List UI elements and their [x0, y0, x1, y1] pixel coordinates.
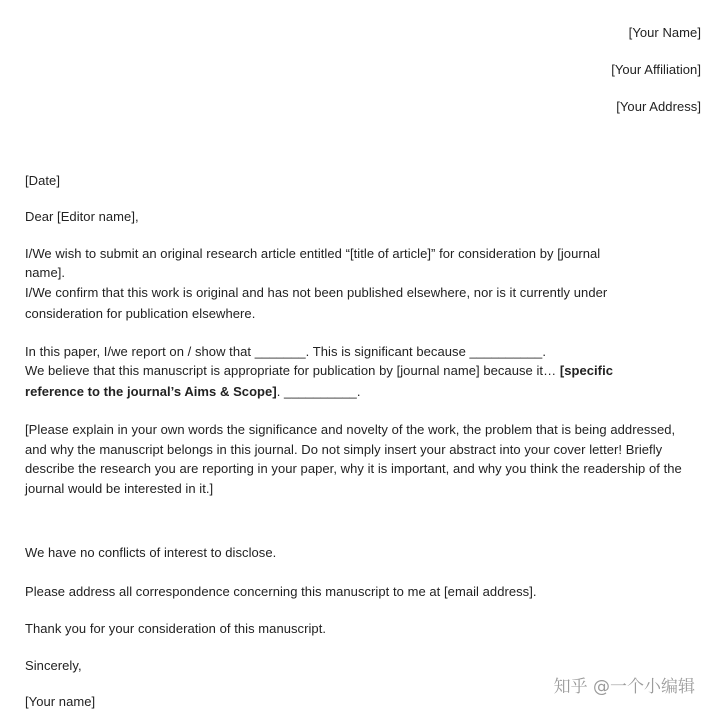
closing: Sincerely, — [25, 658, 82, 673]
sender-affiliation: [Your Affiliation] — [611, 62, 701, 77]
para1-line2: name]. — [25, 265, 66, 280]
signature: [Your name] — [25, 694, 96, 709]
explanation-paragraph: [Please explain in your own words the significance and novelty of the work, the problem that is being addressed, and why the manuscript belongs in this journal. Do not simply insert your abstract into your cover letter! Briefly describe the research you are reporting in your paper, why it is important, and why you think the readership of the journal would be interested in it.] — [25, 422, 682, 496]
para2-line3-text: . __________. — [276, 384, 361, 399]
watermark: 知乎 @一个小编辑 — [553, 677, 695, 697]
conflicts-statement: We have no conflicts of interest to disclose. — [25, 545, 277, 560]
salutation: Dear [Editor name], — [25, 209, 139, 224]
sender-address: [Your Address] — [616, 99, 701, 114]
thanks-statement: Thank you for your consideration of this manuscript. — [25, 621, 327, 636]
para2-line2 — [25, 361, 693, 380]
sender-name: [Your Name] — [628, 25, 701, 40]
para2-line2-bold: [specific — [559, 363, 614, 378]
para2-line1: In this paper, I/we report on / show that _______. This is significant because __________. — [25, 344, 546, 359]
para1-line3: I/We confirm that this work is original and has not been published elsewhere, nor is it currently under — [25, 285, 608, 300]
correspondence-statement: Please address all correspondence concerning this manuscript to me at [email address]. — [25, 584, 537, 599]
letter-date: [Date] — [25, 173, 60, 188]
aims-scope-reference: reference to the journal’s Aims & Scope] — [25, 384, 277, 399]
para1-line4: consideration for publication elsewhere. — [25, 306, 256, 321]
para2-line2-text: We believe that this manuscript is appropriate for publication by [journal name] because it… — [25, 363, 560, 378]
para2-line3 — [25, 382, 693, 401]
para1-line1: I/We wish to submit an original research article entitled “[title of article]” for consideration by [journal — [25, 246, 601, 261]
